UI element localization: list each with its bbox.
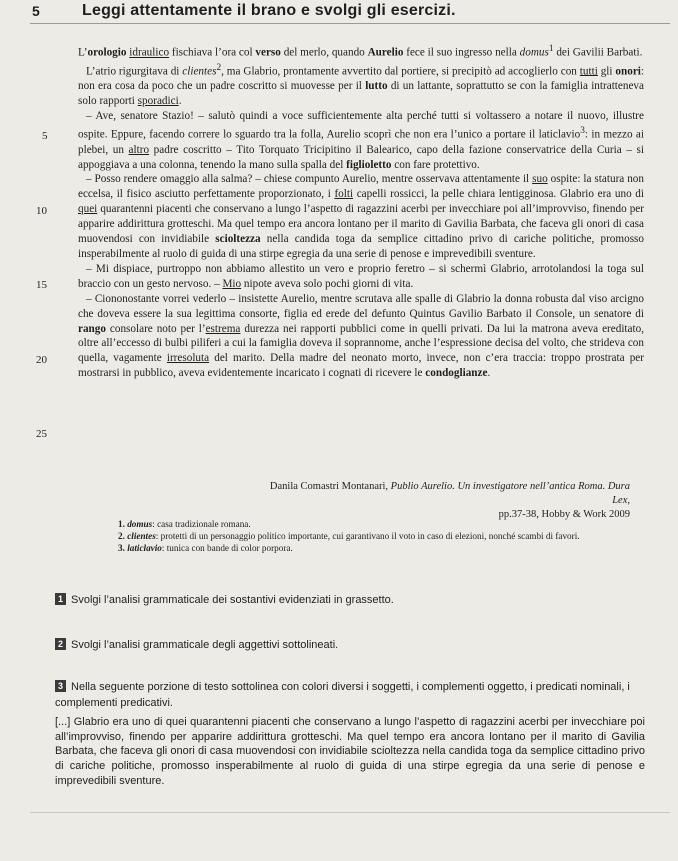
- bold-noun: lutto: [365, 80, 388, 93]
- paragraph: L’atrio rigurgitava di clientes$^2$, ma Glabrio, prontamente avvertito dal portiere, si precipitò ad accoglierlo con tutti gli onori: non era cosa da poco che un padre coscritto si muovesse per il lutto di un lattante, soprattutto se con la famiglia intratteneva solo rapporti sporadici.: [78, 62, 644, 108]
- bold-noun: condoglianze: [425, 367, 488, 380]
- underlined-adjective: idraulico: [129, 46, 170, 59]
- footnote: 2. clientes: protetti di un personaggio politico importante, cui garantivano il voto in caso di elezioni, nonché scambi di favori.: [118, 531, 580, 541]
- line-number: 10: [36, 205, 47, 217]
- underlined-adjective: irresoluta: [166, 352, 210, 365]
- line-number: 25: [36, 428, 47, 440]
- exercise-number: 5: [32, 3, 40, 19]
- exercise-3-passage: [...] Glabrio era uno di quei quarantenni piacenti che conservano a lungo l’aspetto di ragazzini acerbi per invecchiare poi all’improvviso, finendo per apparire addirittura grotteschi. Ma quel tempo era ancora lontano per il marito di Gavilia Barbata, che faceva gli onori di casa muovendosi con invidiabile scioltezza nella candida toga da semplice cittadino privo di cariche politiche, promosso insperabilmente al ruolo di guida di una stirpe egregia da una serie di penose e imprevedibili sventure.: [55, 716, 645, 787]
- exercise-badge: 1: [55, 593, 66, 605]
- header-divider: [30, 23, 670, 24]
- bold-noun: scioltezza: [215, 233, 261, 246]
- underlined-adjective: suo: [532, 173, 548, 186]
- footnote: 1. domus: casa tradizionale romana.: [118, 519, 251, 529]
- paragraph: – Ciononostante vorrei vederlo – insistette Aurelio, mentre scrutava alle spalle di Glabrio la donna robusta dal viso arcigno che doveva essere la sua legittima consorte, figlia ed erede del defunto Quintus Gavilio Barbato il Console, un senatore di rango consolare noto per l’estrema durezza nei rapporti pubblici come in quelli privati. Da lui la matrona aveva ereditato, oltre all’eccesso di bulbi piliferi a cui la famiglia doveva il soprannome, anche l’espressione decisa del volto, che strideva con quella, vagamente irresoluta del marito. Della madre del neonato morto, invece, non c’era traccia: troppo prostrata per mostrarsi in pubblico, aveva evidentemente incaricato i cognati di ricevere le condoglianze.: [78, 292, 645, 380]
- paragraph: – Posso rendere omaggio alla salma? – chiese compunto Aurelio, mentre osservava attentamente il suo ospite: la statura non eccelsa, il fisico asciutto perfettamente proporzionato, i folti capelli rossicci, la pelle chiara lentigginosa. Glabrio era uno di quei quarantenni piacenti che conservano a lungo l’aspetto di ragazzini acerbi per invecchiare poi all’improvviso, finendo per apparire addirittura grotteschi. Ma quel tempo era ancora lontano per il marito di Gavilia Barbata, che faceva gli onori di casa muovendosi con invidiabile scioltezza nella candida toga da semplice cittadino privo di cariche politiche, promosso insperabilmente al ruolo di guida di una stirpe egregia da una serie di penose e imprevedibili sventure.: [78, 173, 644, 260]
- exercise-badge: 2: [55, 638, 66, 650]
- paragraph: – Mi dispiace, purtroppo non abbiamo allestito un vero e proprio feretro – si schermì Glabrio, arrotolandosi la toga sul braccio con un gesto nervoso. – Mio nipote aveva solo pochi giorni di vita.: [78, 262, 644, 290]
- line-number: 15: [36, 279, 47, 291]
- bold-noun: figlioletto: [346, 158, 392, 171]
- underlined-adjective: estrema: [205, 322, 241, 335]
- paragraph: L’orologio idraulico fischiava l’ora col verso del merlo, quando Aurelio fece il suo ingresso nella domus$^1$ dei Gavilii Barbati.: [78, 44, 643, 59]
- exercise-3: 3 Nella seguente porzione di testo sottolinea con colori diversi i soggetti, i complementi oggetto, i predicati nominali, i complementi predicativi.: [55, 681, 630, 709]
- bold-noun: verso: [255, 46, 281, 59]
- exercise-1: 1 Svolgi l’analisi grammaticale dei sostantivi evidenziati in grassetto.: [55, 592, 645, 608]
- exercise-badge: 3: [55, 680, 66, 692]
- line-number: 5: [42, 130, 48, 142]
- bold-noun: orologio: [87, 46, 127, 59]
- underlined-adjective: folti: [334, 188, 354, 201]
- reading-passage: [78, 42, 644, 381]
- footer-divider: [30, 812, 670, 813]
- underlined-adjective: sporadici: [137, 95, 179, 108]
- bold-noun: rango: [78, 322, 106, 335]
- underlined-adjective: quei: [78, 203, 98, 216]
- underlined-adjective: Mio: [222, 277, 242, 290]
- bold-noun: Aurelio: [367, 46, 404, 59]
- footnote: 3. laticlavio: tunica con bande di color porpora.: [118, 543, 293, 553]
- source-citation: Danila Comastri Montanari, Publio Aurelio. Un investigatore nell’antica Roma. Dura Lex, pp.37-38, Hobby & Work 2009: [269, 481, 630, 520]
- line-number: 20: [36, 354, 47, 366]
- page-title: Leggi attentamente il brano e svolgi gli esercizi.: [82, 2, 456, 19]
- footnotes: [118, 519, 638, 555]
- paragraph: – Ave, senatore Stazio! – salutò quindi a voce sufficientemente alta perché tutti si voltassero a notare il nuovo, illustre ospite. Eppure, facendo correre lo sguardo tra la folla, Aurelio scoprì che non era l’unico a portare il laticlavio$^3$: in mezzo ai plebei, un altro padre coscritto – Tito Torquato Tricipitino il Balearico, capo della fazione conservatrice della Curia – si appoggiava a una colonna, tenendo la mano sulla spalla del figlioletto con fare protettivo.: [78, 110, 645, 171]
- underlined-adjective: altro: [128, 143, 150, 156]
- underlined-adjective: tutti: [579, 65, 598, 78]
- bold-noun: onori: [615, 65, 641, 78]
- exercise-2: 2 Svolgi l’analisi grammaticale degli aggettivi sottolineati.: [55, 637, 645, 653]
